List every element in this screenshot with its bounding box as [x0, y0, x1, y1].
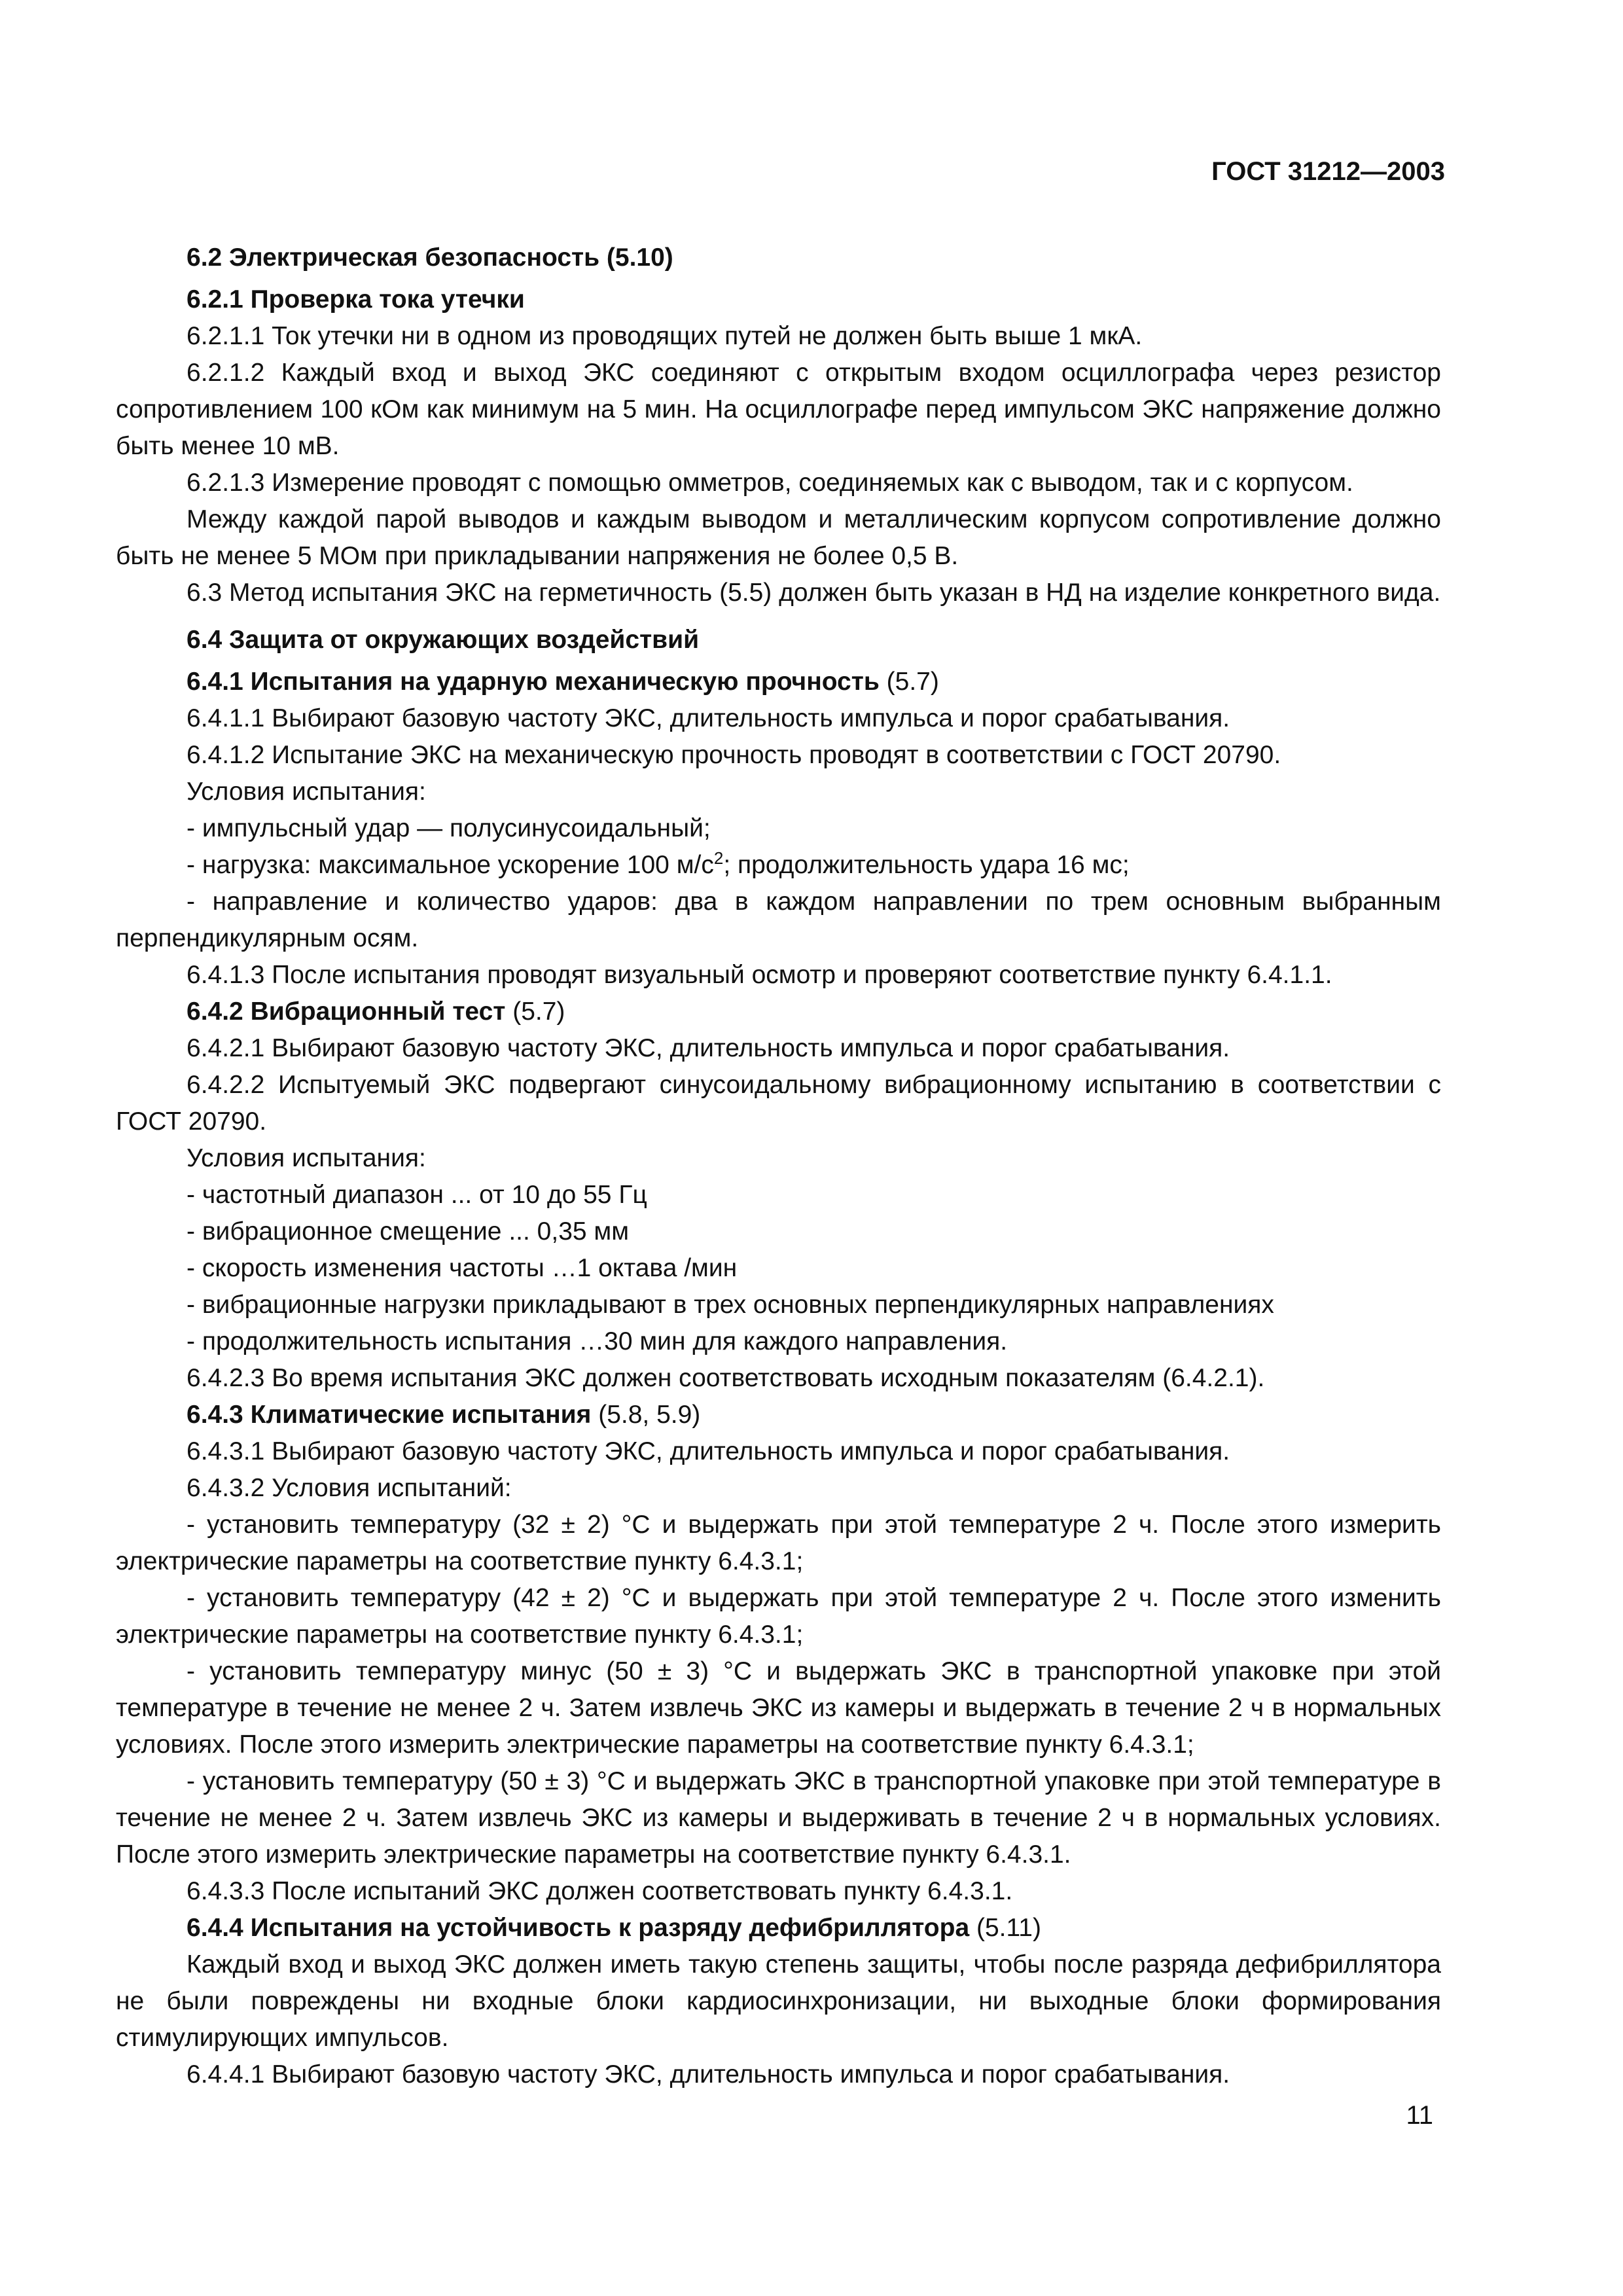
load-text-end: ; продолжительность удара 16 мс; [723, 851, 1130, 879]
paragraph-6-4-4-1: 6.4.4.1 Выбирают базовую частоту ЭКС, длительность импульса и порог срабатывания. [187, 2060, 1230, 2089]
list-item-vib-shift: - вибрационное смещение ... 0,35 мм [187, 1217, 630, 1246]
paragraph-6-4-3-1: 6.4.3.1 Выбирают базовую частоту ЭКС, длительность импульса и порог срабатывания. [187, 1437, 1230, 1465]
paragraph-6-2-1-2: 6.2.1.2 Каждый вход и выход ЭКС соединяют с открытым входом осциллографа через резистор сопротивлением 100 кОм как минимум на 5 мин. На осциллографе перед импульсом ЭКС напряжение должно быть менее 10 мВ. [116, 359, 1441, 460]
load-text: - нагрузка: максимальное ускорение 100 м/с [187, 851, 714, 879]
paragraph-6-4-2-2: 6.4.2.2 Испытуемый ЭКС подвергают синусоидальному вибрационному испытанию в соответствии с ГОСТ 20790. [116, 1071, 1441, 1136]
section-6-4-4-ref: (5.11) [976, 1914, 1041, 1942]
list-item-load [116, 847, 1441, 884]
list-item-temp-50: - установить температуру (50 ± 3) °С и выдержать ЭКС в транспортной упаковке при этой температуре в течение не менее 2 ч. Затем извлечь ЭКС из камеры и выдерживать в течение 2 ч в нормальных условиях. После этого измерить электрические параметры на соответствие пункту 6.4.3.1. [116, 1767, 1441, 1869]
section-6-4-1-heading [116, 664, 1441, 700]
list-item-vib-loads: - вибрационные нагрузки прикладывают в трех основных перпендикулярных направлениях [187, 1291, 1274, 1319]
list-item-temp-42: - установить температуру (42 ± 2) °С и выдержать при этой температуре 2 ч. После этого изменить электрические параметры на соответствие пункту 6.4.3.1; [116, 1584, 1441, 1649]
section-6-4-3-heading [116, 1397, 1441, 1433]
list-item-freq-range: - частотный диапазон ... от 10 до 55 Гц [187, 1181, 647, 1209]
paragraph-6-4-4: Каждый вход и выход ЭКС должен иметь такую степень защиты, чтобы после разряда дефибриллятора не были повреждены ни входные блоки кардиосинхронизации, ни выходные блоки формирования стимулирующих импульсов. [116, 1950, 1441, 2052]
paragraph-6-4-1-3: 6.4.1.3 После испытания проводят визуальный осмотр и проверяют соответствие пункту 6.4.1.1. [187, 961, 1332, 989]
section-6-2-heading: 6.2 Электрическая безопасность (5.10) [187, 243, 673, 272]
section-6-4-4-title: 6.4.4 Испытания на устойчивость к разряду дефибриллятора [187, 1914, 970, 1942]
test-conditions-label: Условия испытания: [187, 778, 426, 806]
paragraph-6-4-2-3: 6.4.2.3 Во время испытания ЭКС должен соответствовать исходным показателям (6.4.2.1). [187, 1364, 1265, 1392]
paragraph-6-4-3-3: 6.4.3.3 После испытаний ЭКС должен соответствовать пункту 6.4.3.1. [187, 1877, 1013, 1905]
section-6-4-1-title: 6.4.1 Испытания на ударную механическую прочность [187, 668, 880, 696]
list-item-temp-32: - установить температуру (32 ± 2) °С и выдержать при этой температуре 2 ч. После этого измерить электрические параметры на соответствие пункту 6.4.3.1; [116, 1511, 1441, 1575]
list-item-direction: - направление и количество ударов: два в каждом направлении по трем основным выбранным перпендикулярным осям. [116, 888, 1441, 952]
page-number: 11 [1406, 2101, 1433, 2130]
paragraph-6-4-2-1: 6.4.2.1 Выбирают базовую частоту ЭКС, длительность импульса и порог срабатывания. [187, 1034, 1230, 1062]
section-6-4-3-ref: (5.8, 5.9) [598, 1401, 701, 1429]
section-6-4-1-ref: (5.7) [886, 668, 939, 696]
test-conditions-label: Условия испытания: [187, 1144, 426, 1172]
list-item-temp-minus-50: - установить температуру минус (50 ± 3) °С и выдержать ЭКС в транспортной упаковке при этой температуре в течение не менее 2 ч. Затем извлечь ЭКС из камеры и выдержать в течение 2 ч в нормальных условиях. После этого измерить электрические параметры на соответствие пункту 6.4.3.1; [116, 1657, 1441, 1759]
section-6-4-3-title: 6.4.3 Климатические испытания [187, 1401, 592, 1429]
paragraph-6-2-1-3-continued: Между каждой парой выводов и каждым выводом и металлическим корпусом сопротивление должно быть не менее 5 МОм при прикладывании напряжения не более 0,5 В. [116, 505, 1441, 570]
section-6-4-2-heading [116, 994, 1441, 1030]
paragraph-6-2-1-3: 6.2.1.3 Измерение проводят с помощью омметров, соединяемых как с выводом, так и с корпусом. [187, 469, 1353, 497]
list-item-freq-speed: - скорость изменения частоты …1 октава /мин [187, 1254, 738, 1282]
load-superscript: 2 [713, 848, 724, 868]
section-6-4-heading: 6.4 Защита от окружающих воздействий [187, 626, 700, 654]
paragraph-6-2-1-1: 6.2.1.1 Ток утечки ни в одном из проводящих путей не должен быть выше 1 мкА. [187, 322, 1143, 350]
section-6-4-4-heading [116, 1910, 1441, 1946]
paragraph-6-4-1-1: 6.4.1.1 Выбирают базовую частоту ЭКС, длительность импульса и порог срабатывания. [187, 704, 1230, 732]
paragraph-6-4-3-2: 6.4.3.2 Условия испытаний: [187, 1474, 512, 1502]
section-6-4-2-title: 6.4.2 Вибрационный тест [187, 997, 506, 1026]
list-item-duration: - продолжительность испытания …30 мин для каждого направления. [187, 1327, 1008, 1355]
paragraph-6-3: 6.3 Метод испытания ЭКС на герметичность (5.5) должен быть указан в НД на изделие конкретного вида. [187, 579, 1441, 607]
list-item-impulse: - импульсный удар — полусинусоидальный; [187, 814, 711, 842]
paragraph-6-4-1-2: 6.4.1.2 Испытание ЭКС на механическую прочность проводят в соответствии с ГОСТ 20790. [187, 741, 1281, 769]
section-6-4-2-ref: (5.7) [512, 997, 565, 1026]
section-6-2-1-heading: 6.2.1 Проверка тока утечки [187, 285, 525, 314]
document-code: ГОСТ 31212—2003 [1211, 157, 1445, 186]
document-body [116, 229, 1441, 2093]
